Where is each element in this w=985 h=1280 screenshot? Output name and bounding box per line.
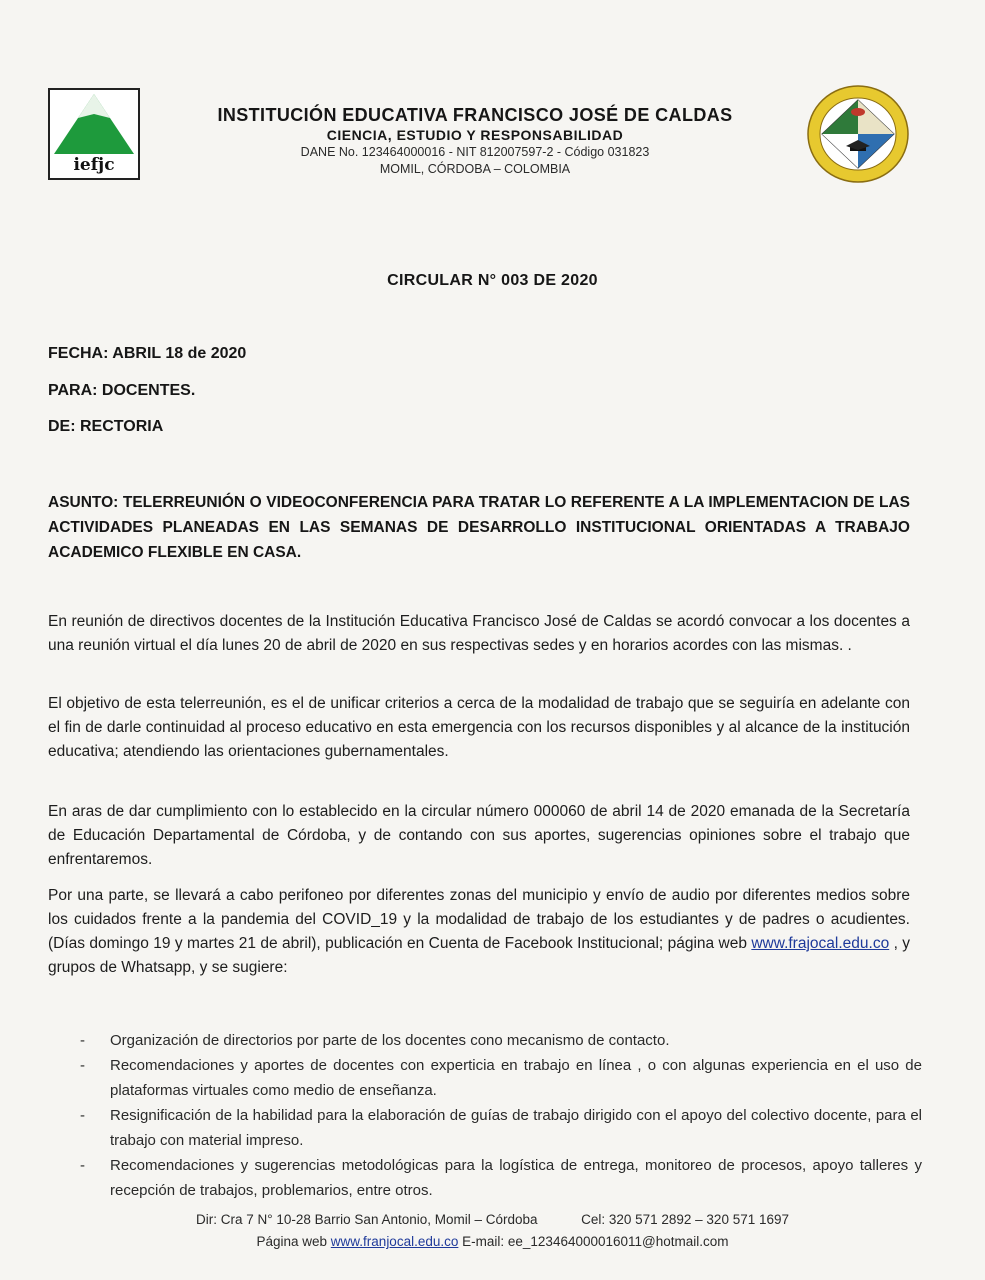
footer-address: Dir: Cra 7 N° 10-28 Barrio San Antonio, Momil – Córdoba [195,1212,538,1227]
bullet-marker: - [80,1157,85,1174]
institution-name: INSTITUCIÓN EDUCATIVA FRANCISCO JOSÉ DE CALDAS [217,105,733,125]
recommendations-list [80,1028,922,1203]
institution-motto: CIENCIA, ESTUDIO Y RESPONSABILIDAD [326,127,624,143]
sender-line: DE: RECTORIA [48,418,164,435]
mountain-logo-icon [48,88,140,180]
paragraph-4 [48,884,910,980]
footer-web-label: Página web [256,1234,328,1249]
recipient-line: PARA: DOCENTES. [48,382,196,399]
logo-left-text: iefjc [73,155,115,175]
footer-contact-line [0,1234,985,1249]
footer-address-line [0,1212,985,1227]
list-item [80,1153,922,1203]
footer-email: E-mail: ee_123464000016011@hotmail.com [462,1234,729,1249]
list-item-text: Organización de directorios por parte de los docentes cono mecanismo de contacto. [110,1032,670,1049]
paragraph-1: En reunión de directivos docentes de la Institución Educativa Francisco José de Caldas se acordó convocar a los docentes a una reunión virtual el día lunes 20 de abril de 2020 en sus respectivas sedes y en horarios acordes con las mismas. . [48,613,910,654]
bullet-marker: - [80,1032,85,1049]
subject-block: ASUNTO: TELERREUNIÓN O VIDEOCONFERENCIA PARA TRATAR LO REFERENTE A LA IMPLEMENTACION DE LAS ACTIVIDADES PLANEADAS EN LAS SEMANAS DE DESARROLLO INSTITUCIONAL ORIENTADAS A TRABAJO ACADEMICO FLEXIBLE EN CASA. [48,494,910,561]
bullet-marker: - [80,1107,85,1124]
list-item [80,1028,922,1053]
paragraph-3: En aras de dar cumplimiento con lo establecido en la circular número 000060 de abril 14 de 2020 emanada de la Secretaría de Educación Departamental de Córdoba, y de contando con sus aportes, sugerencias opiniones sobre el trabajo que enfrentaremos. [48,803,910,868]
date-line: FECHA: ABRIL 18 de 2020 [48,345,247,362]
list-item [80,1053,922,1103]
paragraph-4-text-b: , y grupos de Whatsapp, y se sugiere: [48,935,910,976]
footer-web-link[interactable]: www.franjocal.edu.co [330,1234,459,1249]
circular-title: CIRCULAR N° 003 DE 2020 [387,272,598,289]
registry-line: DANE No. 123464000016 - NIT 812007597-2 - Código 031823 [300,145,650,159]
list-item-text: Recomendaciones y sugerencias metodológicas para la logística de entrega, monitoreo de procesos, apoyo talleres y recepción de trabajos, problemarios, entre otros. [110,1157,922,1199]
letterhead [160,104,790,178]
list-item-text: Recomendaciones y aportes de docentes con experticia en trabajo en línea , o con algunas experiencia en el uso de plataformas virtuales como medio de enseñanza. [110,1057,922,1099]
footer-phones: Cel: 320 571 2892 – 320 571 1697 [581,1212,790,1227]
list-item [80,1103,922,1153]
list-item-text: Resignificación de la habilidad para la elaboración de guías de trabajo dirigido con el apoyo del colectivo docente, para el trabajo con material impreso. [110,1107,922,1149]
paragraph-2: El objetivo de esta telerreunión, es el de unificar criterios a cerca de la modalidad de trabajo que se seguiría en adelante con el fin de darle continuidad al proceso educativo en esta emergencia con los recursos disponibles y al alcance de la institución educativa; atendiendo las orientaciones gubernamentales. [48,695,910,760]
school-seal-icon [806,84,910,184]
paragraph-4-text-a: Por una parte, se llevará a cabo perifoneo por diferentes zonas del municipio y envío de audio por diferentes medios sobre los cuidados frente a la pandemia del COVID_19 y la modalidad de trabajo de los estudiantes y de padres o acudientes. (Días domingo 19 y martes 21 de abril), publicación en Cuenta de Facebook Institucional; página web [48,887,910,952]
bullet-marker: - [80,1057,85,1074]
location-line: MOMIL, CÓRDOBA – COLOMBIA [379,162,571,176]
website-link[interactable]: www.frajocal.edu.co [751,935,890,952]
